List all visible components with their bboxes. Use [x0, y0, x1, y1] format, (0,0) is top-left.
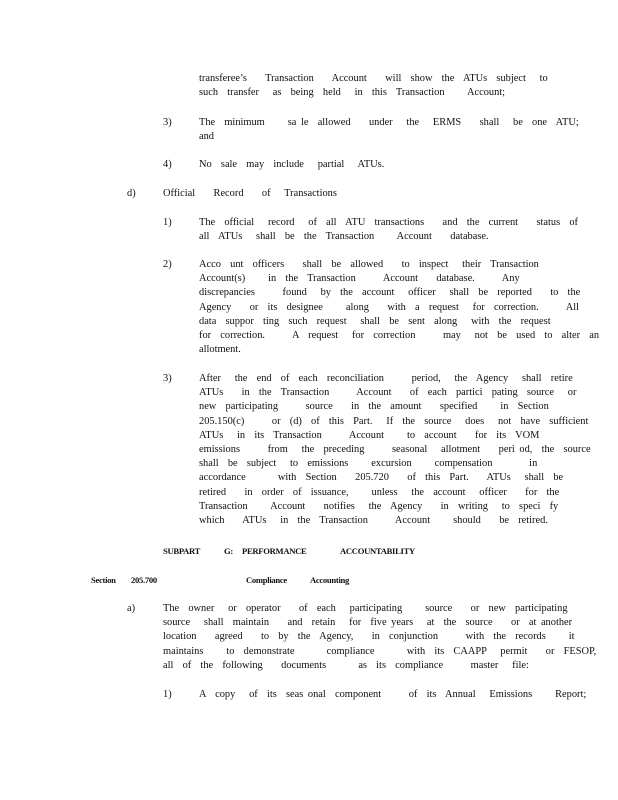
section-d-marker: d) — [127, 188, 136, 199]
text-line: accordance with Section 205.720 of this Part. ATUs shall be — [199, 472, 564, 484]
continuation-text — [199, 72, 548, 100]
text-line: maintains to demonstrate compliance with its CAAPP permit or FESOP, — [163, 645, 597, 657]
item-marker: 2) — [163, 259, 172, 270]
text-line: No sale may include partial ATUs. — [199, 159, 385, 170]
item-marker: 4) — [163, 159, 172, 170]
item-d2-text — [199, 258, 599, 357]
text-line: all ATUs shall be the Transaction Account database. — [199, 231, 489, 243]
section-a-marker: a) — [127, 603, 136, 614]
item-d1-text — [199, 216, 578, 244]
text-line: The official record of all ATU transactions and the current status of — [199, 217, 578, 228]
item-marker: 1) — [163, 689, 172, 700]
text-line: and — [199, 131, 215, 143]
text-line: ATUs in the Transaction Account of each partici pating source or — [199, 387, 577, 399]
text-line: Account(s) in the Transaction Account database. Any — [199, 273, 520, 285]
text-line: Transaction Account notifies the Agency in writing to speci fy — [199, 500, 559, 512]
text-line: Acco unt officers shall be allowed to inspect their Transaction — [199, 259, 539, 270]
text-line: such transfer as being held in this Transaction Account; — [199, 87, 506, 99]
text-line: shall be subject to emissions excursion compensation in — [199, 458, 538, 470]
text-line: The minimum sa le allowed under the ERMS shall be one ATU; — [199, 117, 579, 128]
item-a1-text — [199, 688, 586, 702]
item-c4-text — [199, 158, 384, 172]
text-line: The owner or operator of each participating source or new participating — [163, 603, 568, 614]
text-line: retired in order of issuance, unless the account officer for the — [199, 486, 560, 498]
section-title-part2: Accounting — [310, 575, 350, 585]
item-d3-text — [199, 372, 591, 528]
text-line: all of the following documents as its compliance master file: — [163, 659, 529, 671]
section-title-part1: Compliance — [246, 575, 287, 585]
section-d-title: Official Record of Transactions — [163, 188, 337, 199]
item-marker: 1) — [163, 217, 172, 228]
section-a-text — [163, 602, 596, 673]
section-number: 205.700 — [131, 575, 157, 585]
text-line: which ATUs in the Transaction Account should be retired. — [199, 515, 548, 527]
subpart-label: SUBPART — [163, 546, 201, 556]
text-line: transferee’s Transaction Account will show the ATUs subject to — [199, 73, 548, 84]
text-line: After the end of each reconciliation period, the Agency shall retire — [199, 373, 573, 384]
text-line: discrepancies found by the account officer shall be reported to the — [199, 287, 581, 299]
text-line: for correction. A request for correction may not be used to alter an — [199, 330, 600, 342]
text-line: A copy of its seas onal component of its Annual Emissions Report; — [199, 689, 587, 700]
section-label: Section — [91, 575, 116, 585]
item-c3-text — [199, 116, 579, 144]
text-line: allotment. — [199, 344, 241, 356]
text-line: Agency or its designee along with a request for correction. All — [199, 301, 579, 313]
item-marker: 3) — [163, 117, 172, 128]
item-marker: 3) — [163, 373, 172, 384]
text-line: 205.150(c) or (d) of this Part. If the source does not have sufficient — [199, 415, 589, 427]
text-line: ATUs in its Transaction Account to account for its VOM — [199, 429, 540, 441]
text-line: new participating source in the amount specified in Section — [199, 401, 549, 413]
text-line: emissions from the preceding seasonal allotment peri od, the source — [199, 444, 591, 456]
subpart-title-part2: ACCOUNTABILITY — [340, 546, 415, 556]
subpart-title-part1: PERFORMANCE — [242, 546, 307, 556]
subpart-letter: G: — [224, 546, 233, 556]
text-line: data suppor ting such request shall be sent along with the request — [199, 315, 551, 327]
text-line: source shall maintain and retain for five years at the source or at another — [163, 617, 573, 629]
text-line: location agreed to by the Agency, in conjunction with the records it — [163, 631, 575, 643]
